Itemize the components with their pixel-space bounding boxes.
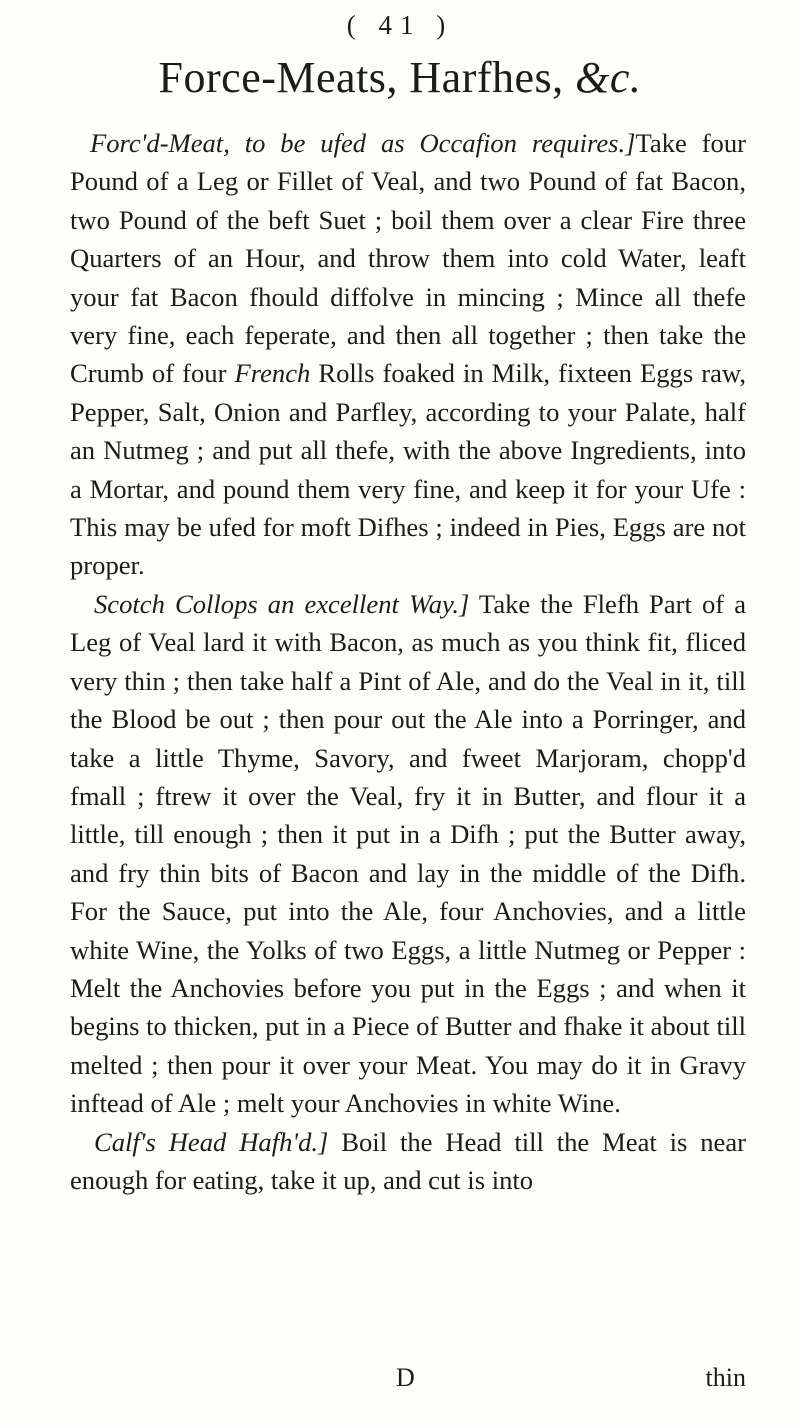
signature-mark: D xyxy=(396,1363,415,1392)
recipe-text: Boil the Head till the Meat is near enough for eating, take it up, and cut is into xyxy=(70,1126,747,1195)
recipe-text: Rolls foaked in Milk, fixteen Eggs raw, Pepper, Salt, Onion and Parfley, according to your Palate, half an Nutmeg ; and put all thefe, with the above Ingredients, into a Mortar, and pound them very fine, and keep it for your Ufe : This may be ufed for moft Difhes ; indeed in Pies, Eggs are not proper. xyxy=(70,358,747,581)
recipe-scotch-collops xyxy=(70,585,746,1123)
recipe-italic-word: French xyxy=(234,358,311,389)
page-number: ( 41 ) xyxy=(346,10,454,40)
recipe-calfs-head xyxy=(70,1123,746,1200)
recipe-title: Forc'd-Meat, to be ufed as Occafion requires.] xyxy=(90,128,636,158)
heading-etc: &c. xyxy=(575,53,642,102)
recipe-text: Take four Pound of a Leg or Fillet of Veal, and two Pound of fat Bacon, two Pound of the beft Suet ; boil them over a clear Fire three Quarters of an Hour, and throw them into cold Water, leaft your fat Bacon fhould diffolve in mincing ; Mince all thefe very fine, each feperate, and then all together ; then take the Crumb of four xyxy=(70,128,746,389)
page-footer xyxy=(70,1363,746,1403)
recipe-forced-meat xyxy=(70,124,746,585)
catchword: thin xyxy=(705,1363,746,1392)
recipe-title: Calf's Head Hafh'd.] xyxy=(94,1126,329,1157)
body-text xyxy=(70,124,746,1199)
heading-main: Force-Meats, Harfhes, xyxy=(158,53,564,102)
section-heading xyxy=(0,52,800,103)
recipe-text: Take the Flefh Part of a Leg of Veal lard it with Bacon, as much as you think fit, fliced very thin ; then take half a Pint of Ale, and do the Veal in it, till the Blood be out ; then pour out the Ale into a Porringer, and take a little Thyme, Savory, and fweet Marjoram, chopp'd fmall ; ftrew it over the Veal, fry it in Butter, and flour it a little, till enough ; then it put in a Difh ; put the Butter away, and fry thin bits of Bacon and lay in the middle of the Difh. For the Sauce, put into the Ale, four Anchovies, and a little white Wine, the Yolks of two Eggs, a little Nutmeg or Pepper : Melt the Anchovies before you put in the Eggs ; and when it begins to thicken, put in a Piece of Butter and fhake it about till melted ; then pour it over your Meat. You may do it in Gravy inftead of Ale ; melt your Anchovies in white Wine. xyxy=(70,588,746,1119)
recipe-title: Scotch Collops an excellent Way.] xyxy=(94,588,470,619)
